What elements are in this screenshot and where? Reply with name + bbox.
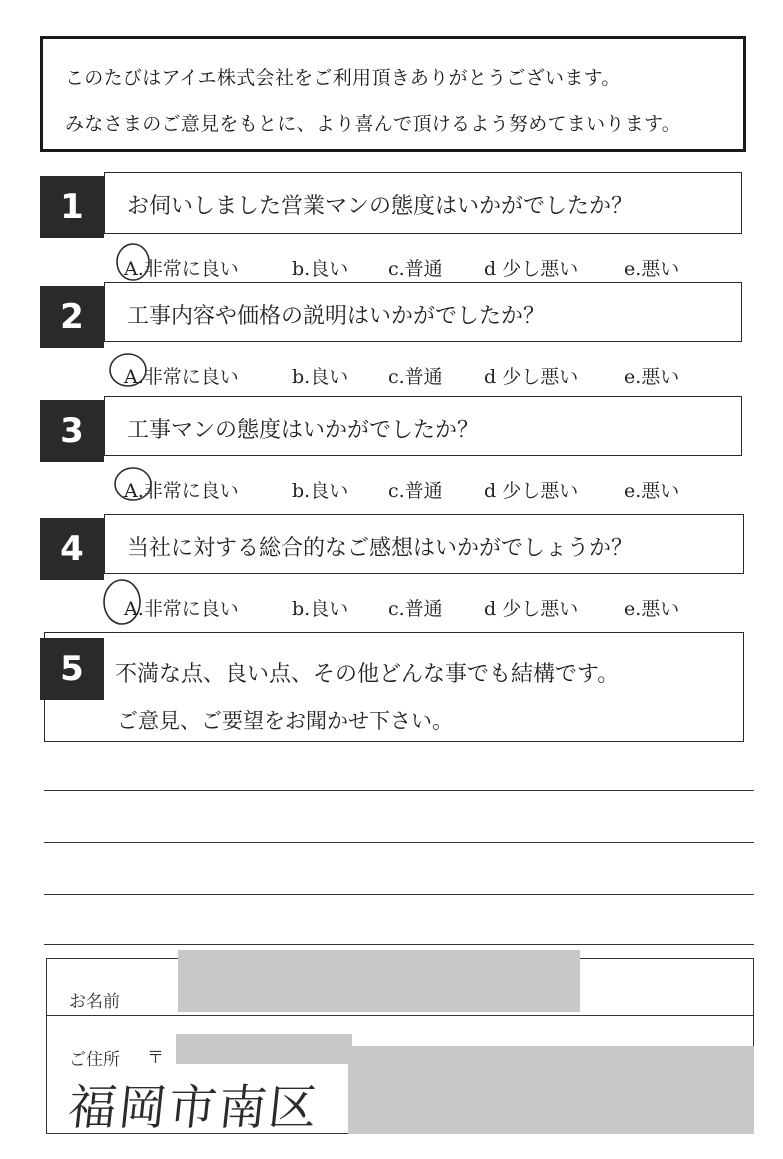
option-c[interactable]: c.普通	[388, 480, 443, 502]
question-5-text-line-1: 不満な点、良い点、その他どんな事でも結構です。	[115, 662, 620, 687]
address-handwritten: 福岡市南区	[65, 1080, 322, 1136]
option-d[interactable]: d 少し悪い	[484, 366, 579, 388]
circle-mark-q4	[104, 580, 140, 624]
question-5-number: 5	[40, 638, 104, 700]
question-1-number: 1	[40, 176, 104, 238]
option-e[interactable]: e.悪い	[624, 366, 680, 388]
option-e[interactable]: e.悪い	[624, 480, 680, 502]
option-c[interactable]: c.普通	[388, 598, 443, 620]
circle-mark-q1	[117, 244, 149, 280]
question-4-number: 4	[40, 518, 104, 580]
option-c[interactable]: c.普通	[388, 258, 443, 280]
option-a[interactable]: A.非常に良い	[124, 366, 239, 388]
question-5-text-line-2: ご意見、ご要望をお聞かせ下さい。	[117, 709, 453, 733]
question-2-number: 2	[40, 286, 104, 348]
option-e[interactable]: e.悪い	[624, 258, 680, 280]
intro-line-1: このたびはアイエ株式会社をご利用頂きありがとうございます。	[65, 67, 621, 89]
option-b[interactable]: b.良い	[292, 366, 349, 388]
intro-line-2: みなさまのご意見をもとに、より喜んで頂けるよう努めてまいります。	[65, 113, 682, 135]
option-d[interactable]: d 少し悪い	[484, 480, 579, 502]
postal-mark: 〒	[147, 1048, 164, 1068]
question-3-number: 3	[40, 400, 104, 462]
option-e[interactable]: e.悪い	[624, 598, 680, 620]
question-1-text: お伺いしました営業マンの態度はいかがでしたか？	[127, 194, 634, 219]
option-b[interactable]: b.良い	[292, 480, 349, 502]
question-2-text: 工事内容や価格の説明はいかがでしたか？	[127, 304, 546, 329]
option-c[interactable]: c.普通	[388, 366, 443, 388]
question-4-text: 当社に対する総合的なご感想はいかがでしょうか？	[127, 536, 634, 561]
option-b[interactable]: b.良い	[292, 598, 349, 620]
option-b[interactable]: b.良い	[292, 258, 349, 280]
option-a[interactable]: A.非常に良い	[124, 258, 239, 280]
question-3-text: 工事マンの態度はいかがでしたか？	[127, 418, 480, 443]
option-a[interactable]: A.非常に良い	[124, 480, 239, 502]
address-label: ご住所	[69, 1050, 120, 1070]
circle-mark-q3	[115, 468, 151, 500]
name-label: お名前	[69, 992, 120, 1012]
circle-mark-q2	[110, 354, 146, 386]
option-d[interactable]: d 少し悪い	[484, 598, 579, 620]
option-d[interactable]: d 少し悪い	[484, 258, 579, 280]
option-a[interactable]: A.非常に良い	[124, 598, 239, 620]
